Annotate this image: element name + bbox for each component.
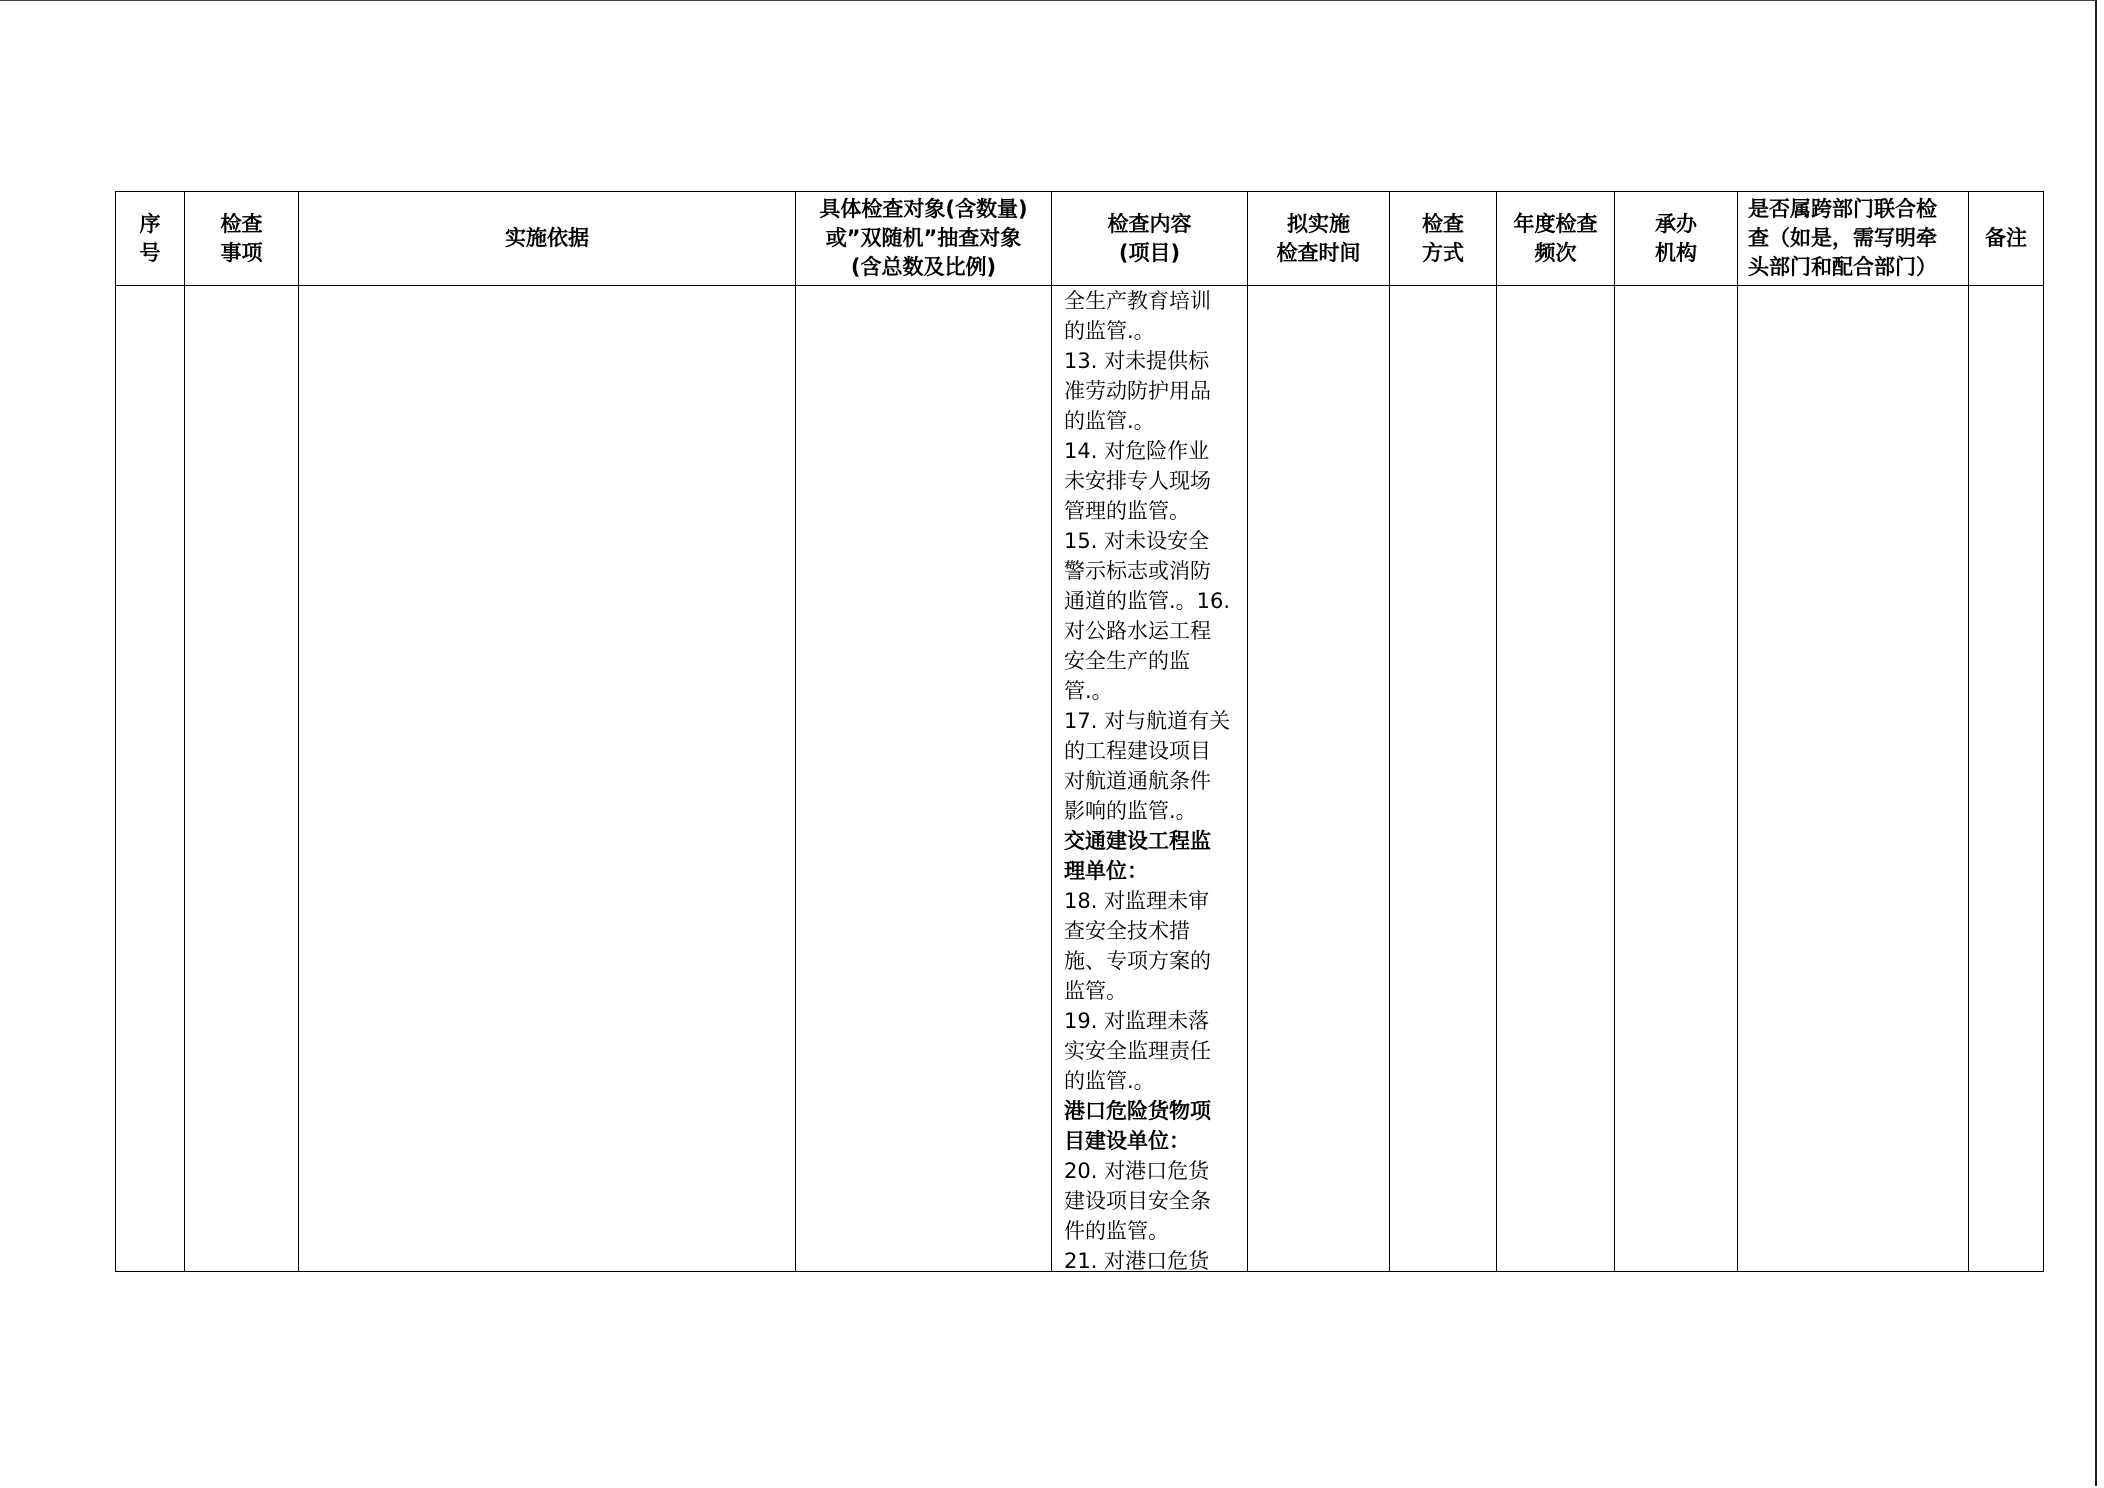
header-method-line: 检查 [1422,211,1464,236]
header-content [1052,192,1248,286]
content-line: 对公路水运工程 [1064,619,1211,643]
content-line: 准劳动防护用品 [1064,379,1211,403]
content-line: 的监管.。 [1064,319,1155,343]
header-frequency-line: 年度检查 [1513,211,1598,236]
header-frequency [1497,192,1615,286]
content-line: 对航道通航条件 [1064,769,1211,793]
header-item-line: 事项 [220,240,263,265]
header-item [185,192,299,286]
cell-content [1052,286,1248,1272]
cell-org [1615,286,1738,1272]
content-line: 的监管.。 [1064,1069,1155,1093]
content-heading: 理单位： [1064,859,1148,883]
header-seq-line: 序 [139,211,161,236]
header-joint-line: 头部门和配合部门） [1748,255,1937,279]
content-line: 全生产教育培训 [1064,289,1211,313]
header-basis-line: 实施依据 [505,226,589,250]
content-text [1052,286,1247,1271]
header-time-line: 检查时间 [1276,240,1361,265]
header-seq [116,192,185,286]
header-item-line: 检查 [220,211,263,236]
header-object-line: (含总数及比例) [850,255,997,279]
content-line: 通道的监管.。16. [1064,589,1231,613]
content-heading: 目建设单位： [1064,1129,1190,1153]
header-joint-line: 是否属跨部门联合检 [1748,197,1937,221]
table-row [116,286,2044,1272]
header-seq-line: 号 [139,240,161,265]
header-remark-line: 备注 [1985,226,2027,250]
cell-frequency [1497,286,1615,1272]
header-object-line: 或”双随机”抽查对象 [825,226,1022,250]
header-joint-line: 查（如是，需写明牵 [1748,226,1937,250]
content-line: 19. 对监理未落 [1064,1009,1210,1033]
cell-object [796,286,1052,1272]
content-line: 15. 对未设安全 [1064,529,1210,553]
content-line: 监管。 [1064,979,1127,1003]
header-content-line: (项目) [1118,240,1181,265]
content-line: 施、专项方案的 [1064,949,1211,973]
header-object [796,192,1052,286]
content-line: 13. 对未提供标 [1064,349,1210,373]
header-object-line: 具体检查对象(含数量) [819,197,1028,221]
content-line: 21. 对港口危货 [1064,1249,1210,1271]
content-line: 管理的监管。 [1064,499,1190,523]
header-method-line: 方式 [1422,240,1464,265]
header-org-line: 承办 [1655,211,1697,236]
header-time-line: 拟实施 [1287,211,1350,236]
cell-basis [299,286,796,1272]
header-frequency-line: 频次 [1534,240,1577,265]
header-basis [299,192,796,286]
content-line: 实安全监理责任 [1064,1039,1211,1063]
content-heading: 交通建设工程监 [1064,829,1211,853]
inspection-table [115,191,2044,1272]
content-line: 未安排专人现场 [1064,469,1211,493]
content-line: 的监管.。 [1064,409,1155,433]
content-line: 的工程建设项目 [1064,739,1211,763]
cell-remark [1969,286,2044,1272]
header-remark [1969,192,2044,286]
header-org-line: 机构 [1655,240,1697,265]
cell-joint [1738,286,1969,1272]
header-joint [1738,192,1969,286]
content-line: 17. 对与航道有关 [1064,709,1231,733]
cell-method [1390,286,1497,1272]
cell-item [185,286,299,1272]
content-line: 14. 对危险作业 [1064,439,1210,463]
content-line: 查安全技术措 [1064,919,1190,943]
header-row [116,192,2044,286]
content-line: 管.。 [1064,679,1113,703]
header-content-line: 检查内容 [1107,211,1192,236]
header-org [1615,192,1738,286]
header-method [1390,192,1497,286]
cell-seq [116,286,185,1272]
cell-time [1248,286,1390,1272]
content-line: 件的监管。 [1064,1219,1169,1243]
content-line: 警示标志或消防 [1064,559,1211,583]
content-line: 20. 对港口危货 [1064,1159,1210,1183]
content-line: 影响的监管.。 [1064,799,1197,823]
header-time [1248,192,1390,286]
content-line: 18. 对监理未审 [1064,889,1210,913]
content-heading: 港口危险货物项 [1064,1099,1211,1123]
content-line: 安全生产的监 [1064,649,1190,673]
content-line: 建设项目安全条 [1064,1189,1211,1213]
